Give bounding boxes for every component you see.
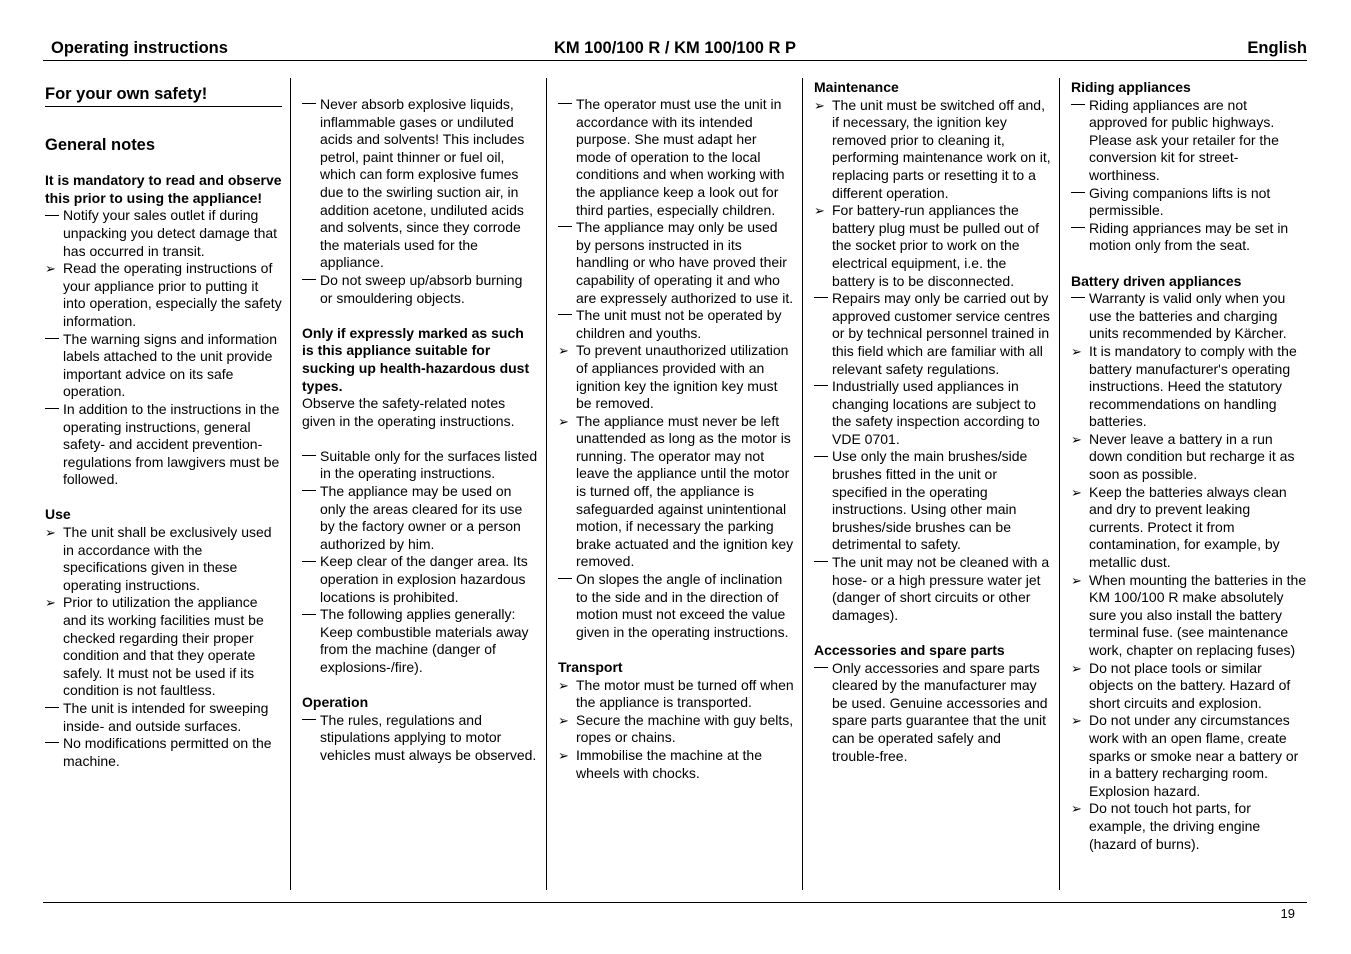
list-item [558, 307, 794, 342]
bullet-list [302, 96, 538, 307]
list-item [45, 524, 282, 594]
column-4 [814, 79, 1052, 765]
list-item [1071, 343, 1307, 431]
dash-bullet-icon [558, 571, 574, 589]
list-item [45, 260, 282, 330]
dash-bullet-icon [814, 660, 830, 678]
dash-bullet-icon [302, 448, 318, 466]
list-item [1071, 660, 1307, 713]
riding-heading: Riding appliances [1071, 79, 1191, 95]
list-item [1071, 712, 1307, 800]
list-item-text: On slopes the angle of inclination to the side and in the direction of motion must not exceed the value given in the operating instructions. [576, 571, 789, 640]
bullet-list [558, 677, 794, 783]
dash-bullet-icon [1071, 97, 1087, 115]
list-item [1071, 572, 1307, 660]
list-item-text: Giving companions lifts is not permissible. [1089, 184, 1271, 219]
arrow-bullet-icon: ➢ [558, 712, 569, 728]
list-item [302, 483, 538, 553]
list-item [302, 272, 538, 307]
list-item-text: Prior to utilization the appliance and its working facilities must be checked regarding their proper condition and that they operate safely. It must not be used if its condition is not faultless. [63, 594, 264, 699]
header-language: English [1247, 39, 1307, 57]
arrow-bullet-icon: ➢ [1071, 713, 1082, 729]
column-divider [1059, 78, 1060, 890]
maintenance-heading: Maintenance [814, 79, 899, 95]
arrow-bullet-icon: ➢ [558, 343, 569, 359]
list-item-text: Riding appliances are not approved for public highways. Please ask your retailer for the conversion kit for street-worthiness. [1089, 96, 1279, 183]
arrow-bullet-icon: ➢ [1071, 660, 1082, 676]
list-item-text: Secure the machine with guy belts, ropes or chains. [576, 711, 794, 746]
dash-bullet-icon [302, 606, 318, 624]
list-item-text: Suitable only for the surfaces listed in the operating instructions. [320, 447, 538, 482]
list-item [45, 735, 282, 770]
arrow-bullet-icon: ➢ [1071, 431, 1082, 447]
list-item [814, 202, 1052, 290]
bullet-list [814, 97, 1052, 625]
list-item-text: Immobilise the machine at the wheels with chocks. [576, 746, 762, 781]
list-item [558, 342, 794, 412]
dash-bullet-icon [1071, 220, 1087, 238]
operation-heading: Operation [302, 694, 369, 711]
battery-heading: Battery driven appliances [1071, 272, 1242, 289]
arrow-bullet-icon: ➢ [1071, 572, 1082, 588]
list-item [45, 401, 282, 489]
bullet-list [1071, 290, 1307, 853]
list-item-text: Keep clear of the danger area. Its operation in explosion hazardous locations is prohibited. [320, 553, 528, 605]
list-item-text: Never leave a battery in a run down condition but recharge it as soon as possible. [1089, 430, 1295, 483]
list-item-text: Industrially used appliances in changing locations are subject to the safety inspection according to VDE 0701. [832, 378, 1040, 447]
list-item-text: Riding appriances may be set in motion only from the seat. [1089, 219, 1289, 254]
list-item-text: Do not sweep up/absorb burning or smouldering objects. [320, 271, 523, 306]
arrow-bullet-icon: ➢ [1071, 801, 1082, 817]
list-item-text: To prevent unauthorized utilization of appliances provided with an ignition key the ignition key must be removed. [576, 342, 789, 412]
intro-note: It is mandatory to read and observe this prior to using the appliance! [45, 172, 282, 206]
list-item [1071, 800, 1307, 853]
arrow-bullet-icon: ➢ [814, 97, 825, 113]
list-item [45, 700, 282, 735]
list-item-text: The unit must not be operated by children and youths. [576, 307, 782, 341]
list-item-text: Only accessories and spare parts cleared by the manufacturer may be used. Genuine accessories and spare parts guarantee that the unit can be operated safely and trouble-free. [832, 659, 1048, 764]
list-item [814, 378, 1052, 448]
dash-bullet-icon [45, 700, 61, 718]
list-item-text: It is mandatory to comply with the battery manufacturer's operating instructions. Heed the statutory recommendations on handling batteries. [1089, 342, 1297, 430]
dash-bullet-icon [45, 735, 61, 753]
list-item-text: In addition to the instructions in the operating instructions, general safety- and accident prevention-regulations from lawgivers must be followed. [63, 400, 280, 488]
list-item [814, 660, 1052, 766]
list-item [1071, 220, 1307, 255]
list-item-text: Use only the main brushes/side brushes fitted in the unit or specified in the operating instructions. Using other main brushes/side brushes can be detrimental to safety. [832, 448, 1028, 553]
list-item-text: The appliance may be used on only the areas cleared for its use by the factory owner or a person authorized by him. [320, 483, 523, 552]
list-item-text: Keep the batteries always clean and dry to prevent leaking currents. Protect it from contamination, for example, by metallic dust. [1089, 483, 1287, 571]
list-item-text: Read the operating instructions of your appliance prior to putting it into operation, especially the safety information. [63, 260, 282, 329]
list-item-text: Repairs may only be carried out by approved customer service centres or by technical personnel trained in this field which are familiar with all relevant safety regulations. [832, 290, 1050, 377]
arrow-bullet-icon: ➢ [1071, 343, 1082, 359]
arrow-bullet-icon: ➢ [1071, 484, 1082, 500]
list-item-text: For battery-run appliances the battery plug must be pulled out of the socket prior to work on the electrical equipment, i.e. the battery is to be disconnected. [832, 202, 1040, 289]
section-title: For your own safety! [45, 86, 282, 107]
dash-bullet-icon [45, 401, 61, 419]
arrow-bullet-icon: ➢ [45, 261, 56, 277]
dash-bullet-icon [1071, 185, 1087, 203]
bullet-list [558, 96, 794, 641]
list-item [45, 331, 282, 401]
list-item [302, 553, 538, 606]
list-item [558, 677, 794, 712]
list-item-text: Notify your sales outlet if during unpacking you detect damage that has occurred in transit. [63, 207, 278, 259]
list-item-text: Warranty is valid only when you use the batteries and charging units recommended by Kärcher. [1089, 290, 1287, 342]
list-item [45, 207, 282, 260]
dash-bullet-icon [302, 96, 318, 114]
list-item-text: The unit must be switched off and, if necessary, the ignition key removed prior to cleaning it, performing maintenance work on it, replacing parts or resetting it to a different operation. [832, 96, 1051, 201]
bullet-list [302, 712, 538, 765]
list-item-text: The operator must use the unit in accordance with its intended purpose. She must adapt her mode of operation to the local conditions and when working with the appliance keep a look out for third parties, especially children. [576, 96, 785, 218]
page-number: 19 [1280, 906, 1295, 921]
page-header [43, 38, 1307, 61]
column-divider [546, 78, 547, 890]
dash-bullet-icon [814, 290, 830, 308]
transport-heading: Transport [558, 659, 623, 675]
safety-note: Observe the safety-related notes given in the operating instructions. [302, 395, 515, 429]
dash-bullet-icon [302, 483, 318, 501]
dash-bullet-icon [558, 219, 574, 237]
list-item-text: When mounting the batteries in the KM 100/100 R make absolutely sure you also install the battery terminal fuse. (see maintenance work, chapter on replacing fuses) [1089, 571, 1307, 658]
dash-bullet-icon [558, 307, 574, 325]
list-item [558, 413, 794, 571]
arrow-bullet-icon: ➢ [558, 413, 569, 429]
arrow-bullet-icon: ➢ [558, 747, 569, 763]
list-item [558, 219, 794, 307]
dash-bullet-icon [302, 553, 318, 571]
accessories-heading: Accessories and spare parts [814, 642, 1005, 658]
list-item [1071, 290, 1307, 343]
dash-bullet-icon [302, 712, 318, 730]
column-1 [45, 79, 282, 770]
list-item [558, 571, 794, 641]
use-heading: Use [45, 506, 71, 523]
arrow-bullet-icon: ➢ [558, 677, 569, 693]
list-item-text: The unit shall be exclusively used in accordance with the specifications given in these operating instructions. [63, 524, 272, 593]
arrow-bullet-icon: ➢ [814, 203, 825, 219]
list-item-text: Do not touch hot parts, for example, the driving engine (hazard of burns). [1089, 800, 1261, 852]
arrow-bullet-icon: ➢ [45, 595, 56, 611]
dash-bullet-icon [814, 448, 830, 466]
list-item-text: The appliance may only be used by persons instructed in its handling or who have proved their capability of operating it and who are expressely authorized to use it. [576, 219, 794, 306]
list-item [302, 606, 538, 676]
list-item [814, 448, 1052, 554]
dash-bullet-icon [45, 207, 61, 225]
list-item [558, 96, 794, 219]
list-item [1071, 431, 1307, 484]
column-3 [558, 96, 794, 782]
list-item-text: Never absorb explosive liquids, inflammable gases or undiluted acids and solvents! This includes petrol, paint thinner or fuel oil, which can form explosive fumes due to the swirling suction air, in addition acetone, undiluted acids and solvents, since they corrode the materials used for the appliance. [320, 96, 525, 271]
footer-rule [43, 902, 1307, 903]
bullet-list [814, 660, 1052, 766]
list-item [814, 290, 1052, 378]
bold-note: Only if expressly marked as such is this appliance suitable for sucking up health-hazardous dust types. [302, 324, 530, 394]
list-item-text: The motor must be turned off when the appliance is transported. [576, 676, 794, 711]
dash-bullet-icon [45, 331, 61, 349]
column-5 [1071, 79, 1307, 853]
dash-bullet-icon [558, 96, 574, 114]
list-item [814, 554, 1052, 624]
dash-bullet-icon [814, 554, 830, 572]
dash-bullet-icon [302, 272, 318, 290]
bullet-list [45, 524, 282, 770]
list-item [558, 712, 794, 747]
list-item [302, 712, 538, 765]
list-item [45, 594, 282, 700]
column-divider [290, 78, 291, 890]
column-2 [302, 96, 538, 765]
list-item-text: The unit may not be cleaned with a hose- or a high pressure water jet (danger of short circuits or other damages). [832, 554, 1050, 623]
list-item [558, 747, 794, 782]
list-item [1071, 484, 1307, 572]
bullet-list [45, 207, 282, 489]
dash-bullet-icon [1071, 290, 1087, 308]
list-item-text: The appliance must never be left unattended as long as the motor is running. The operator may not leave the appliance until the motor is turned off, the appliance is safeguarded against unintentional motion, if necessary the parking brake actuated and the ignition key removed. [576, 412, 794, 570]
header-model-title: KM 100/100 R / KM 100/100 R P [553, 39, 797, 57]
list-item [302, 96, 538, 272]
list-item-text: Do not place tools or similar objects on the battery. Hazard of short circuits and explosion. [1089, 659, 1291, 711]
bullet-list [302, 448, 538, 677]
list-item-text: The unit is intended for sweeping inside- and outside surfaces. [63, 700, 269, 734]
list-item [1071, 185, 1307, 220]
bullet-list [1071, 97, 1307, 255]
list-item-text: The following applies generally: Keep combustible materials away from the machine (danger of explosions-/fire). [320, 606, 529, 675]
list-item [302, 448, 538, 483]
list-item [1071, 97, 1307, 185]
list-item [814, 97, 1052, 203]
arrow-bullet-icon: ➢ [45, 525, 56, 541]
list-item-text: No modifications permitted on the machine. [63, 735, 272, 769]
list-item-text: Do not under any circumstances work with an open flame, create sparks or smoke near a battery or in a battery recharging room. Explosion hazard. [1089, 712, 1299, 799]
list-item-text: The warning signs and information labels attached to the unit provide important advice on its safe operation. [63, 330, 278, 400]
section-subtitle: General notes [45, 135, 156, 154]
list-item-text: The rules, regulations and stipulations applying to motor vehicles must always be observed. [320, 711, 537, 763]
dash-bullet-icon [814, 378, 830, 396]
column-divider [802, 78, 803, 890]
header-left-title: Operating instructions [51, 39, 228, 57]
